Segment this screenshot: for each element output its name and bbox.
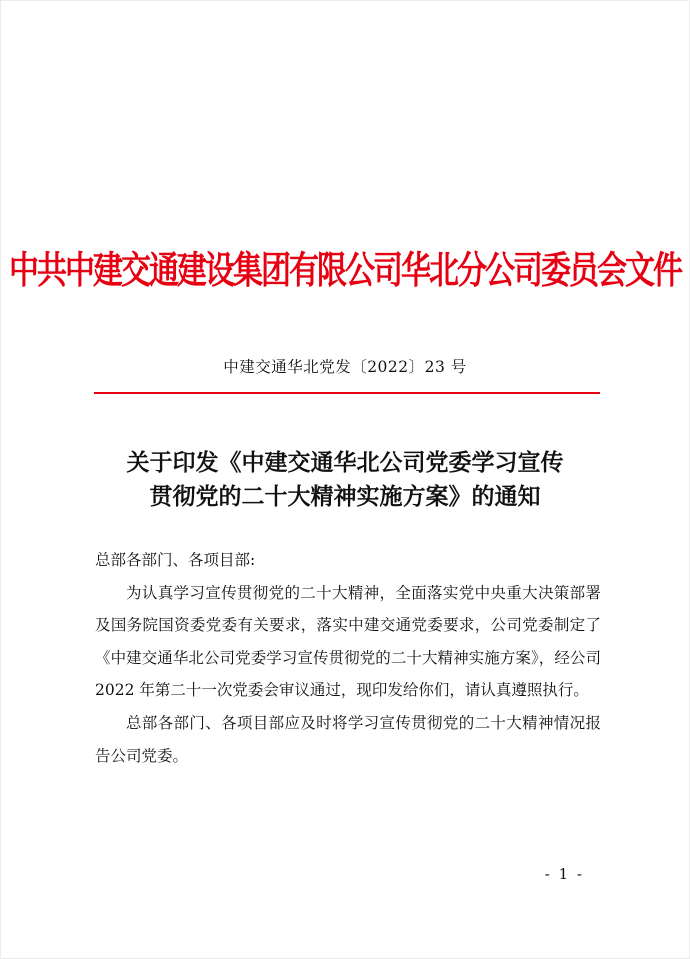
document-number: 中建交通华北党发〔2022〕23 号 bbox=[223, 358, 467, 376]
page-number: - 1 - bbox=[544, 865, 584, 883]
salutation: 总部各部门、各项目部: bbox=[95, 551, 256, 569]
body-paragraph-1: 为认真学习宣传贯彻党的二十大精神，全面落实党中央重大决策部署及国务院国资委党委有关要求，落实中建交通党委要求，公司党委制定了《中建交通华北公司党委学习宣传贯彻党的二十大精神实施方案》，经公司 2022 年第二十一次党委会审议通过，现印发给你们，请认真遵照执行。 bbox=[95, 583, 601, 700]
notice-title-line-1: 关于印发《中建交通华北公司党委学习宣传 bbox=[126, 449, 564, 476]
red-divider-line bbox=[94, 392, 600, 394]
notice-body bbox=[95, 544, 601, 772]
red-masthead-title: 中共中建交通建设集团有限公司华北分公司委员会文件 bbox=[9, 249, 681, 293]
notice-title bbox=[61, 446, 629, 514]
notice-title-line-2: 贯彻党的二十大精神实施方案》的通知 bbox=[149, 483, 541, 510]
body-paragraph-2: 总部各部门、各项目部应及时将学习宣传贯彻党的二十大精神情况报告公司党委。 bbox=[95, 713, 601, 765]
